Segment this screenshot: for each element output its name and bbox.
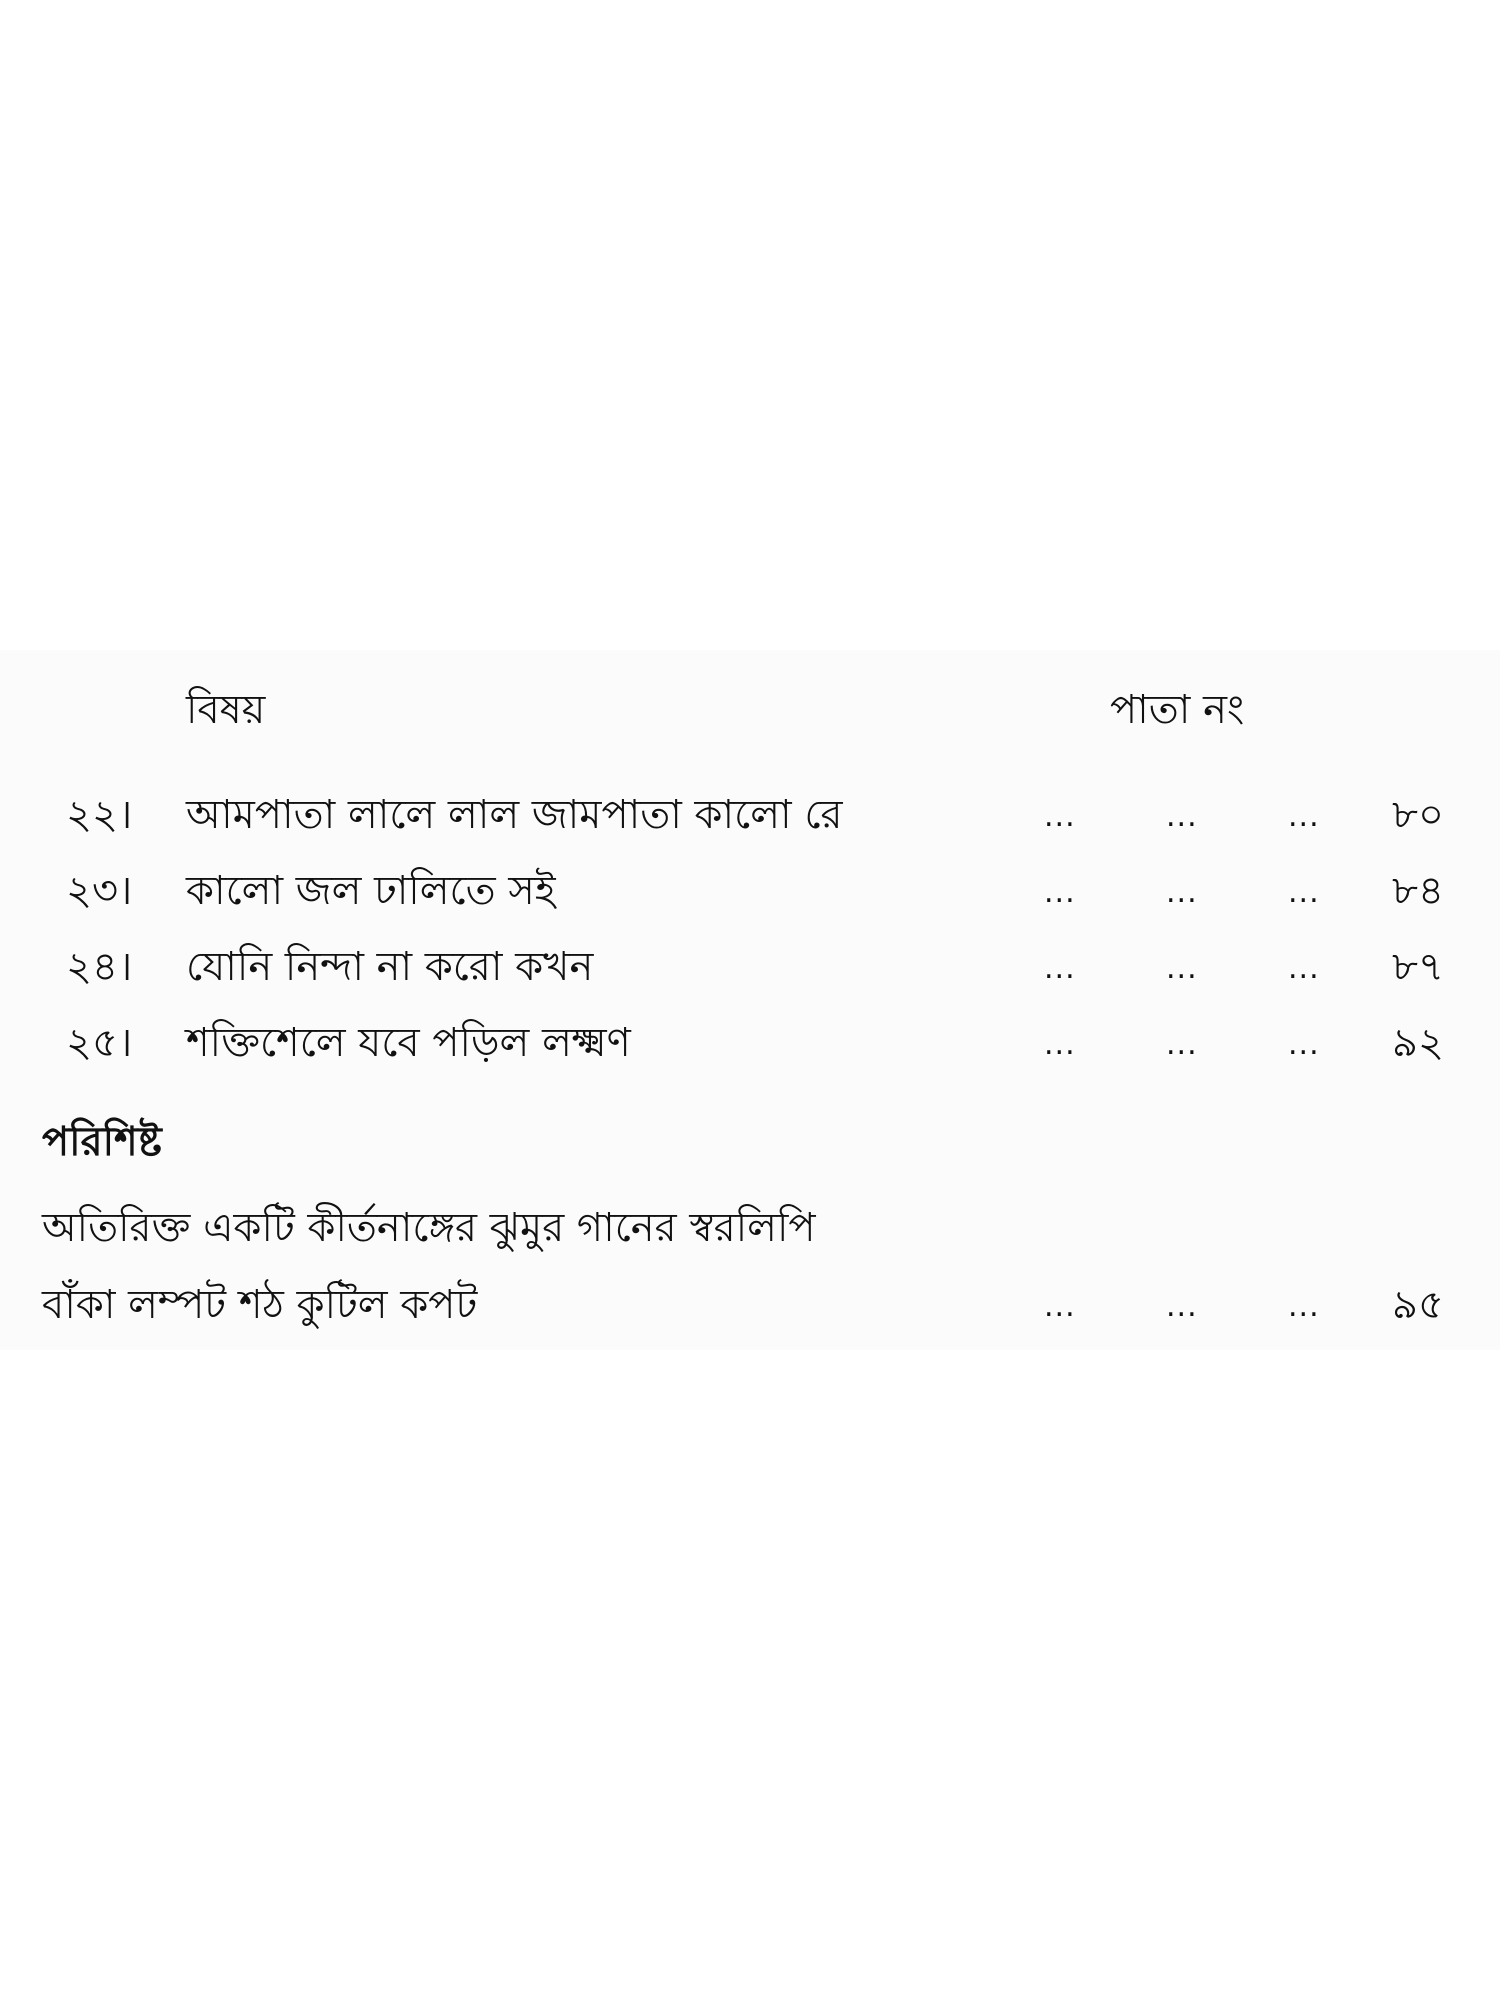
entry-page-number: ৯৫ [1392,1282,1444,1328]
column-header-page: পাতা নং [1110,687,1245,733]
entry-title: শক্তিশেলে যবে পড়িল লক্ষ্মণ [186,1020,631,1066]
leader-dots: ... [1288,875,1320,910]
leader-dots: ... [1044,799,1076,834]
leader-dots: ... [1288,1289,1320,1324]
appendix-heading: পরিশিষ্ট [42,1119,162,1165]
entry-number: ২৫। [66,1020,133,1066]
entry-title: যোনি নিন্দা না করো কখন [186,944,594,990]
leader-dots: ... [1044,1027,1076,1062]
entry-page-number: ৯২ [1392,1020,1444,1066]
leader-dots: ... [1288,799,1320,834]
leader-dots: ... [1166,1289,1198,1324]
leader-dots: ... [1166,951,1198,986]
entry-number: ২২। [66,792,133,838]
leader-dots: ... [1044,875,1076,910]
appendix-description: অতিরিক্ত একটি কীর্তনাঙ্গের ঝুমুর গানের স্বরলিপি [42,1205,816,1251]
leader-dots: ... [1288,1027,1320,1062]
leader-dots: ... [1166,1027,1198,1062]
entry-title: কালো জল ঢালিতে সই [186,868,556,914]
column-header-subject: বিষয় [186,687,266,733]
entry-page-number: ৮৭ [1392,944,1444,990]
entry-page-number: ৮৪ [1392,868,1444,914]
entry-number: ২৪। [66,944,133,990]
entry-title: আমপাতা লালে লাল জামপাতা কালো রে [186,792,843,838]
entry-number: ২৩। [66,868,133,914]
entry-page-number: ৮০ [1392,792,1444,838]
leader-dots: ... [1288,951,1320,986]
leader-dots: ... [1166,875,1198,910]
leader-dots: ... [1044,1289,1076,1324]
leader-dots: ... [1044,951,1076,986]
leader-dots: ... [1166,799,1198,834]
entry-title: বাঁকা লম্পট শঠ কুটিল কপট [42,1282,478,1328]
